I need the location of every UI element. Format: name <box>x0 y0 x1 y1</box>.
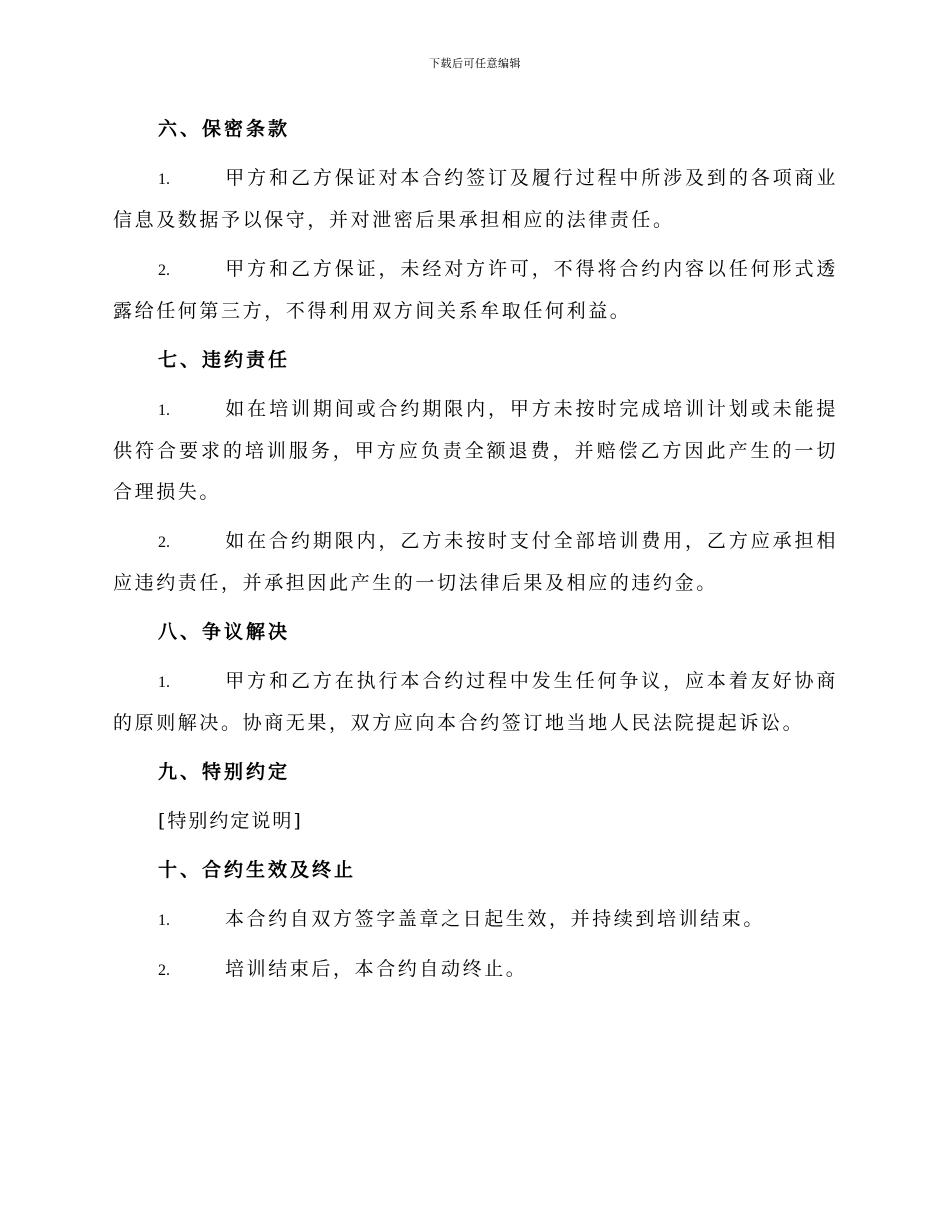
clause-text: 如在培训期间或合约期限内，甲方未按时完成培训计划或未能提供符合要求的培训服务，甲方应负责全额退费，并赔偿乙方因此产生的一切合理损失。 <box>113 398 838 503</box>
clause-text: 甲方和乙方在执行本合约过程中发生任何争议，应本着友好协商的原则解决。协商无果，双方应向本合约签订地当地人民法院提起诉讼。 <box>113 670 838 734</box>
clause-text: 本合约自双方签字盖章之日起生效，并持续到培训结束。 <box>225 908 766 930</box>
page-header: 下载后可任意编辑 <box>429 57 521 70</box>
special-agreement-placeholder: [特别约定说明] <box>158 810 303 832</box>
clause-paragraph <box>113 158 838 241</box>
clause-text: 甲方和乙方保证对本合约签订及履行过程中所涉及到的各项商业信息及数据予以保守，并对泄密后果承担相应的法律责任。 <box>113 167 838 231</box>
clause-number: 1. <box>158 402 170 419</box>
clause-number: 1. <box>158 674 170 691</box>
section-heading-dispute: 八、争议解决 <box>158 621 291 643</box>
clause-text: 如在合约期限内，乙方未按时支付全部培训费用，乙方应承担相应违约责任，并承担因此产生的一切法律后果及相应的违约金。 <box>113 530 838 594</box>
clause-paragraph <box>113 661 838 744</box>
section-heading-breach: 七、违约责任 <box>158 349 291 371</box>
document-body <box>113 109 838 999</box>
clause-number: 2. <box>158 534 170 551</box>
section-heading-effect-termination: 十、合约生效及终止 <box>158 859 357 881</box>
clause-paragraph <box>113 249 838 332</box>
clause-text: 甲方和乙方保证，未经对方许可，不得将合约内容以任何形式透露给任何第三方，不得利用双方间关系牟取任何利益。 <box>113 258 838 322</box>
clause-text: 培训结束后，本合约自动终止。 <box>225 958 528 980</box>
clause-paragraph <box>113 949 838 991</box>
section-heading-confidentiality: 六、保密条款 <box>158 118 291 140</box>
section-heading-special: 九、特别约定 <box>158 761 291 783</box>
clause-number: 1. <box>158 171 170 188</box>
clause-paragraph <box>113 389 838 513</box>
clause-number: 2. <box>158 962 170 979</box>
clause-paragraph <box>113 521 838 604</box>
clause-number: 2. <box>158 262 170 279</box>
clause-paragraph <box>113 899 838 941</box>
clause-number: 1. <box>158 912 170 929</box>
